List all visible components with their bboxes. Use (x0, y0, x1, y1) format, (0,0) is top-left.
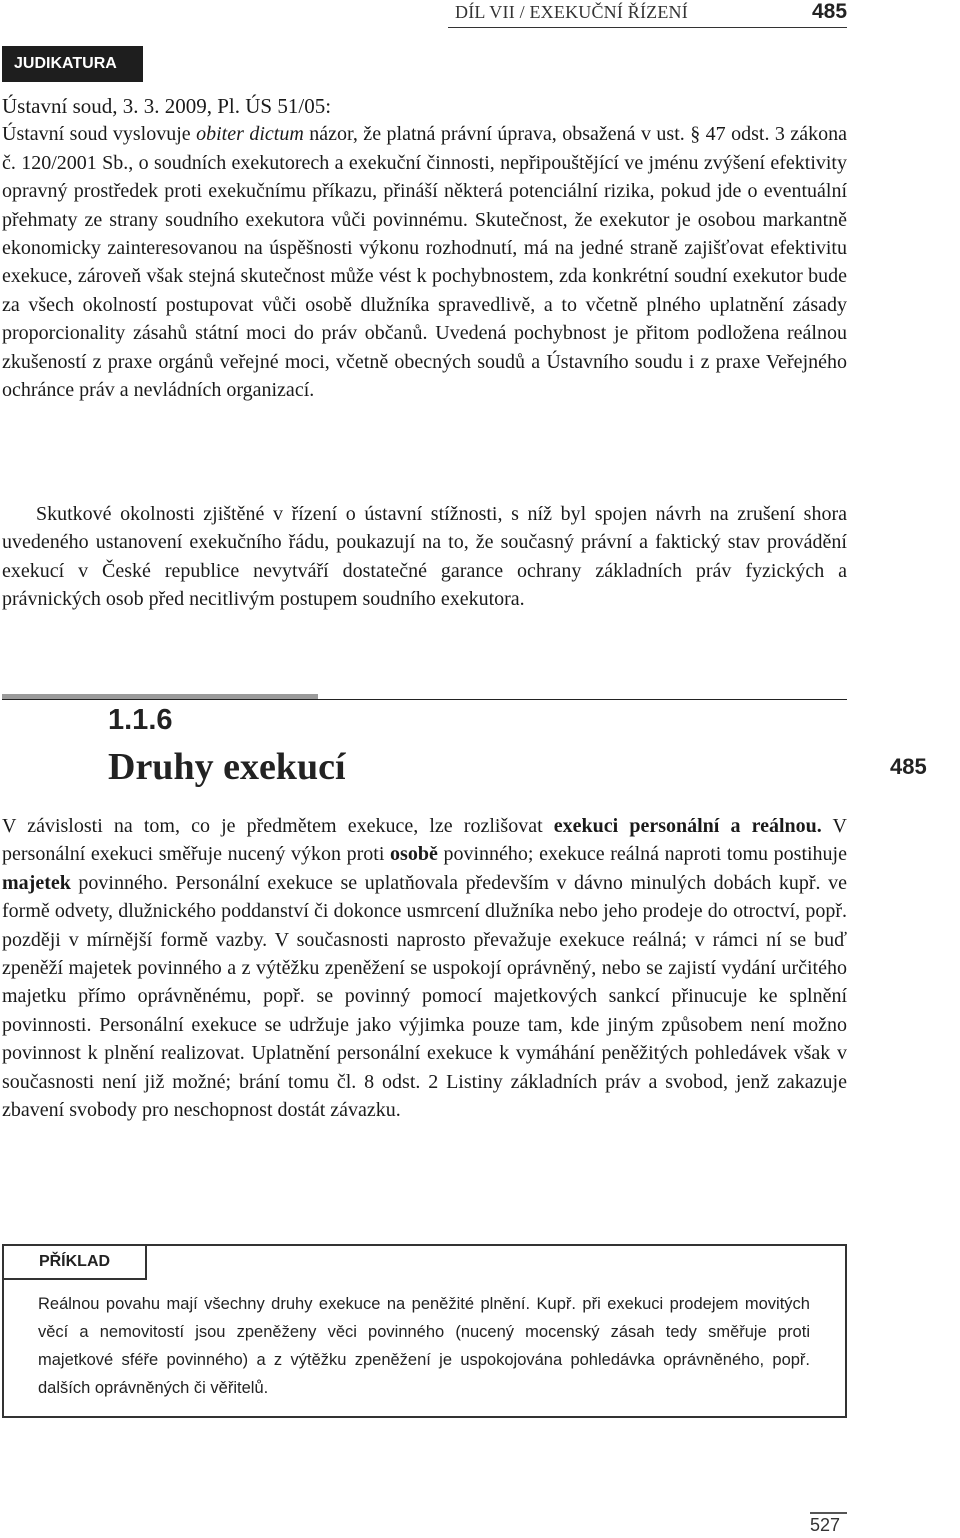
body-bold-2: osobě (390, 843, 438, 866)
header-rule (448, 27, 847, 28)
margin-number: 485 (890, 754, 927, 779)
section-number: 1.1.6 (108, 704, 173, 736)
body-text-4: povinného. Personální exekuce se uplatňovala především v dávno minulých dobách kupř. ve formě odvety, dlužnického poddanství či dokonce usmrcení dlužníka nebo jeho prodeje do otroctví, popř. později v mírnější formě vazby. V současnosti naprosto převažuje exekuce reálná; v rámci ní se buď zpeněží majetek povinného a z výtěžku zpeněžení se uspokojí oprávněný, nebo se zajistí vydání určitého majetku přímo oprávněnému, popř. se povinný pomocí majetkových sankcí přinucuje ke splnění povinnosti. Personální exekuce se udržuje jako výjimka pouze tam, kde jiným způsobem není možno povinnost k plnění realizovat. Uplatnění personální exekuce k vymáhání peněžitých pohledávek však v současnosti není již možné; brání tomu čl. 8 odst. 2 Listiny základních práv a svobod, jenž zakazuje zbavení svobody pro neschopnost dostát závazku. (2, 871, 847, 1122)
section-title: Druhy exekucí (108, 746, 346, 788)
ruling-paragraph-1 (2, 92, 847, 404)
body-bold-3: majetek (2, 871, 71, 894)
ruling-text-italic: obiter dictum (196, 123, 304, 146)
ruling-text-part-1: Ústavní soud vyslovuje (2, 123, 197, 146)
running-head: DÍL VII / EXEKUČNÍ ŘÍZENÍ (455, 2, 688, 22)
example-text: Reálnou povahu mají všechny druhy exekuce na peněžité plnění. Kupř. při exekuci prodejem movitých věcí a nemovitostí jsou zpeněženy věci povinného (nucený mocenský zásah tedy směřuje proti majetkové sféře povinného) a z výtěžku zpeněžení je uspokojována pohledávka oprávněného, popř. dalších oprávněných či věřitelů. (38, 1295, 810, 1397)
body-text-2: V personální exekuci směřuje nucený výkon proti (2, 815, 847, 866)
body-paragraph (2, 812, 847, 1124)
ruling-paragraph-2: Skutkové okolnosti zjištěné v řízení o ústavní stížnosti, s níž byl spojen návrh na zrušení shora uvedeného ustanovení exekučního řádu, poukazují na to, že současný právní a faktický stav provádění exekucí v České republice nevytváří dostatečné garance ochrany základních práv fyzických a právnických osob před necitlivým postupem soudního exekutora. (2, 503, 847, 611)
running-page-number: 485 (812, 0, 848, 23)
footer-rule (810, 1512, 847, 1514)
ruling-text-part-2: názor, že platná právní úprava, obsažená v ust. § 47 odst. 3 zákona č. 120/2001 Sb., o soudních exekutorech a exekuční činnosti, nepřipouštějící ve jménu zvýšení efektivity opravný prostředek proti exekučnímu příkazu, přináší některá potenciální rizika, pokud jde o eventuální přehmaty ze strany soudního exekutora vůči povinnému. Skutečnost, že exekutor je osobou markantně ekonomicky zainteresovanou na úspěšnosti výkonu rozhodnutí, má na jedné straně zajišťovat efektivitu exekuce, zároveň však stejná skutečnost může vést k pochybnostem, zda konkrétní soudní exekutor bude za všech okolností postupovat vůči osobě dlužníka spravedlivě, a to včetně plného uplatnění zásady proporcionality zásahů státní moci do práv občanů. Uvedená pochybnost je přitom podložena reálnou zkušeností z praxe orgánů veřejné moci, včetně obecných soudů a Ústavního soudu i z praxe Veřejného ochránce práv a nevládních organizací. (2, 123, 847, 402)
section-label-judikatura: JUDIKATURA (2, 46, 143, 82)
footer-page-number: 527 (810, 1515, 841, 1535)
section-rule-thin (2, 699, 847, 700)
example-label: PŘÍKLAD (2, 1244, 147, 1280)
body-text-1: V závislosti na tom, co je předmětem exekuce, lze rozlišovat (2, 815, 554, 837)
case-title: Ústavní soud, 3. 3. 2009, Pl. ÚS 51/05: (2, 94, 332, 118)
body-text-3: povinného; exekuce reálná naproti tomu postihuje (437, 843, 847, 866)
body-bold-1: exekuci personální a reálnou. (553, 815, 822, 837)
